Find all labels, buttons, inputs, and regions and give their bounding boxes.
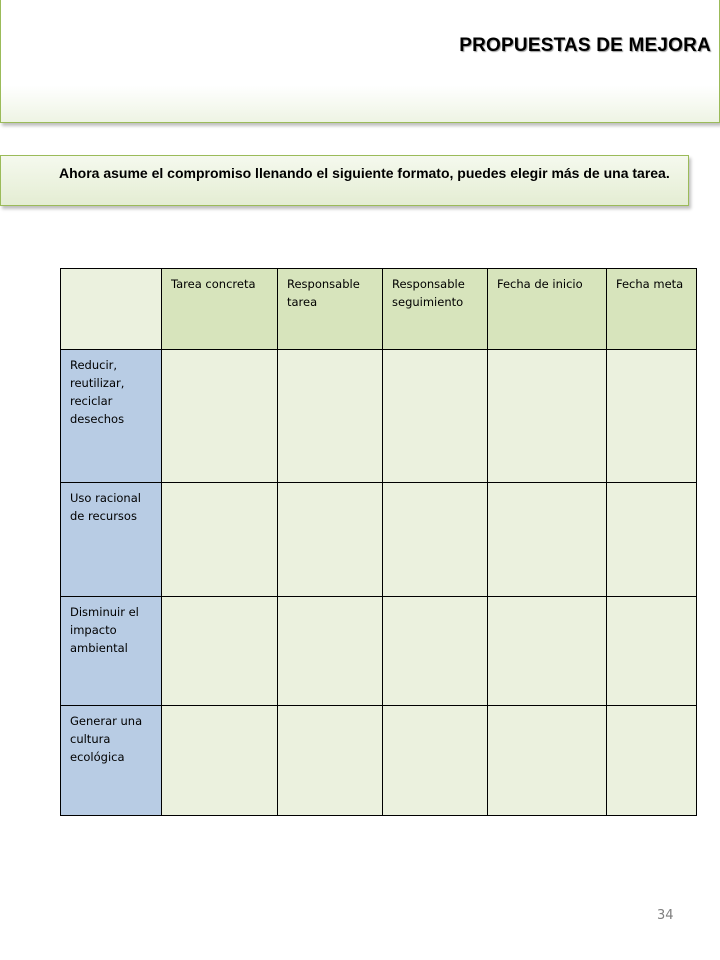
page-title: PROPUESTAS DE MEJORA [459, 35, 711, 56]
table-cell[interactable] [488, 350, 607, 483]
table-cell[interactable] [607, 350, 697, 483]
column-header-responsable-seguimiento: Responsable seguimiento [383, 269, 488, 350]
table-cell[interactable] [607, 483, 697, 597]
table-cell[interactable] [488, 483, 607, 597]
row-header-generar: Generar una cultura ecológica [61, 706, 162, 816]
table-cell[interactable] [383, 706, 488, 816]
instruction-text: Ahora asume el compromiso llenando el siguiente formato, puedes elegir más de una tarea. [59, 165, 670, 181]
table-row [61, 597, 697, 706]
table-cell[interactable] [162, 706, 278, 816]
column-header-fecha-meta: Fecha meta [607, 269, 697, 350]
table-row [61, 483, 697, 597]
table-cell[interactable] [278, 706, 383, 816]
row-header-reducir: Reducir, reutilizar, reciclar desechos [61, 350, 162, 483]
table-cell[interactable] [278, 350, 383, 483]
table-cell[interactable] [162, 597, 278, 706]
table-corner-cell [61, 269, 162, 350]
table-cell[interactable] [383, 350, 488, 483]
table-row [61, 706, 697, 816]
page-number: 34 [657, 908, 674, 923]
table-cell[interactable] [162, 350, 278, 483]
table-cell[interactable] [607, 597, 697, 706]
table-row [61, 350, 697, 483]
table-cell[interactable] [488, 597, 607, 706]
column-header-tarea-concreta: Tarea concreta [162, 269, 278, 350]
table-cell[interactable] [278, 597, 383, 706]
table-cell[interactable] [607, 706, 697, 816]
header-banner [0, 0, 720, 123]
commitment-table [60, 268, 697, 816]
table-cell[interactable] [488, 706, 607, 816]
table-cell[interactable] [278, 483, 383, 597]
table-header-row [61, 269, 697, 350]
column-header-fecha-inicio: Fecha de inicio [488, 269, 607, 350]
table-cell[interactable] [383, 483, 488, 597]
column-header-responsable-tarea: Responsable tarea [278, 269, 383, 350]
row-header-uso-racional: Uso racional de recursos [61, 483, 162, 597]
row-header-disminuir: Disminuir el impacto ambiental [61, 597, 162, 706]
instruction-bar [0, 155, 689, 206]
table-cell[interactable] [162, 483, 278, 597]
table-cell[interactable] [383, 597, 488, 706]
